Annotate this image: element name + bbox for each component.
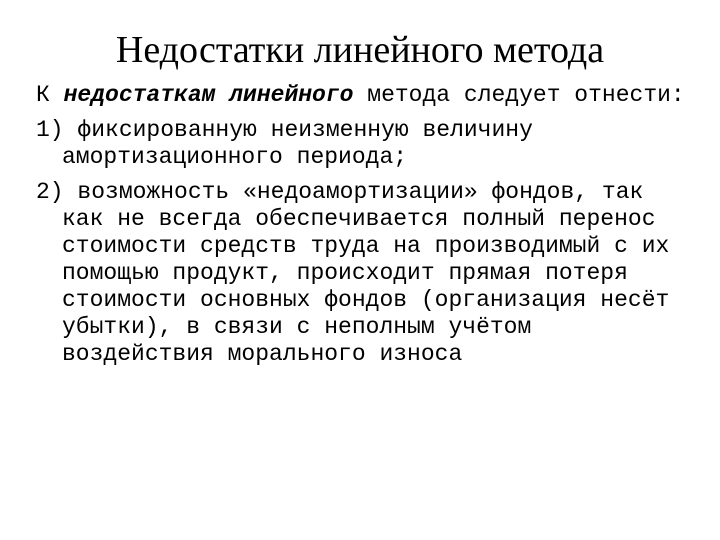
- list-item-2: 2) возможность «недоамортизации» фондов, так как не всегда обеспечивается полный перенос стоимости средств труда на производимый с их помощью продукт, происходит прямая потеря стоимости основных фондов (организация несёт убытки), в связи с неполным учётом воздействия морального износа: [36, 179, 670, 367]
- intro-paragraph: [36, 82, 696, 109]
- slide-body: [36, 82, 696, 376]
- intro-suffix: метода следует отнести:: [353, 82, 685, 108]
- intro-prefix: К: [36, 82, 64, 108]
- slide-title: Недостатки линейного метода: [115, 29, 605, 71]
- list-item-1: 1) фиксированную неизменную величину амортизационного периода;: [36, 117, 533, 170]
- intro-emphasis: недостаткам линейного: [63, 82, 354, 108]
